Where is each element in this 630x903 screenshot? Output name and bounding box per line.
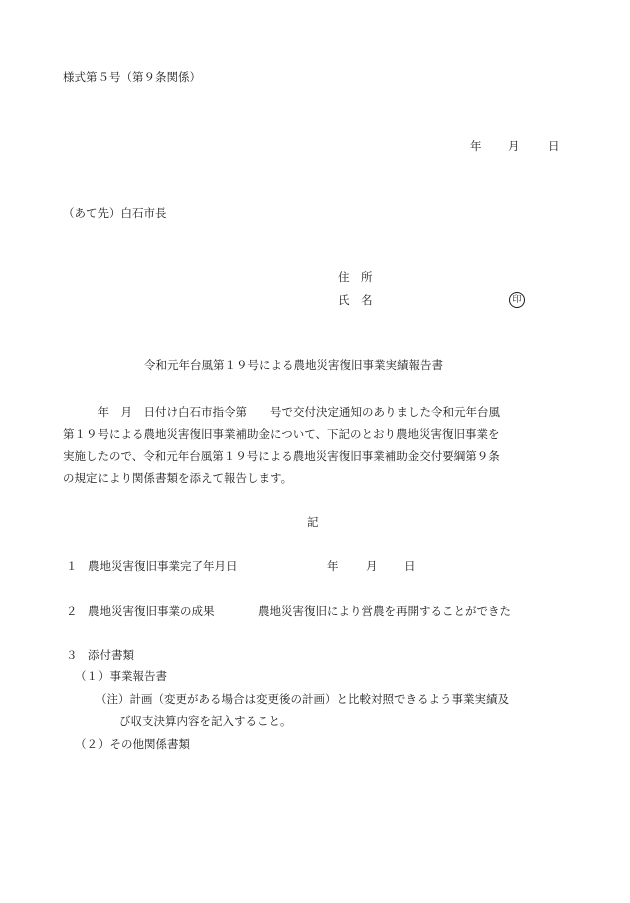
seal-mark: 印	[509, 292, 525, 308]
completion-year: 年	[327, 559, 339, 573]
address-label: 住 所	[338, 270, 373, 284]
completion-day: 日	[404, 559, 416, 573]
ki-heading: 記	[307, 515, 319, 529]
item-label: 農地災害復旧事業完了年月日	[88, 559, 238, 573]
name-label: 氏 名	[338, 293, 373, 307]
item-number: ２	[66, 604, 78, 618]
item-number: ３	[66, 648, 78, 662]
date-year: 年	[470, 139, 482, 153]
date-month: 月	[508, 139, 520, 153]
document-title: 令和元年台風第１９号による農地災害復旧事業実績報告書	[144, 358, 443, 372]
body-line: 実施したので、令和元年台風第１９号による農地災害復旧事業補助金交付要綱第９条	[63, 449, 500, 463]
body-paragraph	[63, 401, 563, 489]
attachment-sub-2: （２）その他関係書類	[75, 737, 190, 751]
attachment-note-line-2: び収支決算内容を記入すること。	[119, 714, 292, 728]
body-line: の規定により関係書類を添えて報告します。	[63, 471, 293, 485]
completion-month: 月	[366, 559, 378, 573]
attachment-sub-1: （１）事業報告書	[75, 669, 167, 683]
form-number: 様式第５号（第９条関係）	[63, 70, 201, 84]
item-number: １	[66, 559, 78, 573]
item-value: 農地災害復旧により営農を再開することができた	[258, 604, 511, 618]
addressee: （あて先）白石市長	[63, 206, 167, 220]
item-label: 添付書類	[88, 648, 134, 662]
body-line: 年 月 日付け白石市指令第 号で交付決定通知のありました令和元年台風	[63, 405, 500, 419]
body-line: 第１９号による農地災害復旧事業補助金について、下記のとおり農地災害復旧事業を	[63, 427, 500, 441]
attachment-note-line-1: （注）計画（変更がある場合は変更後の計画）と比較対照できるよう事業実績及	[95, 692, 509, 706]
date-day: 日	[548, 139, 560, 153]
item-label: 農地災害復旧事業の成果	[88, 604, 215, 618]
